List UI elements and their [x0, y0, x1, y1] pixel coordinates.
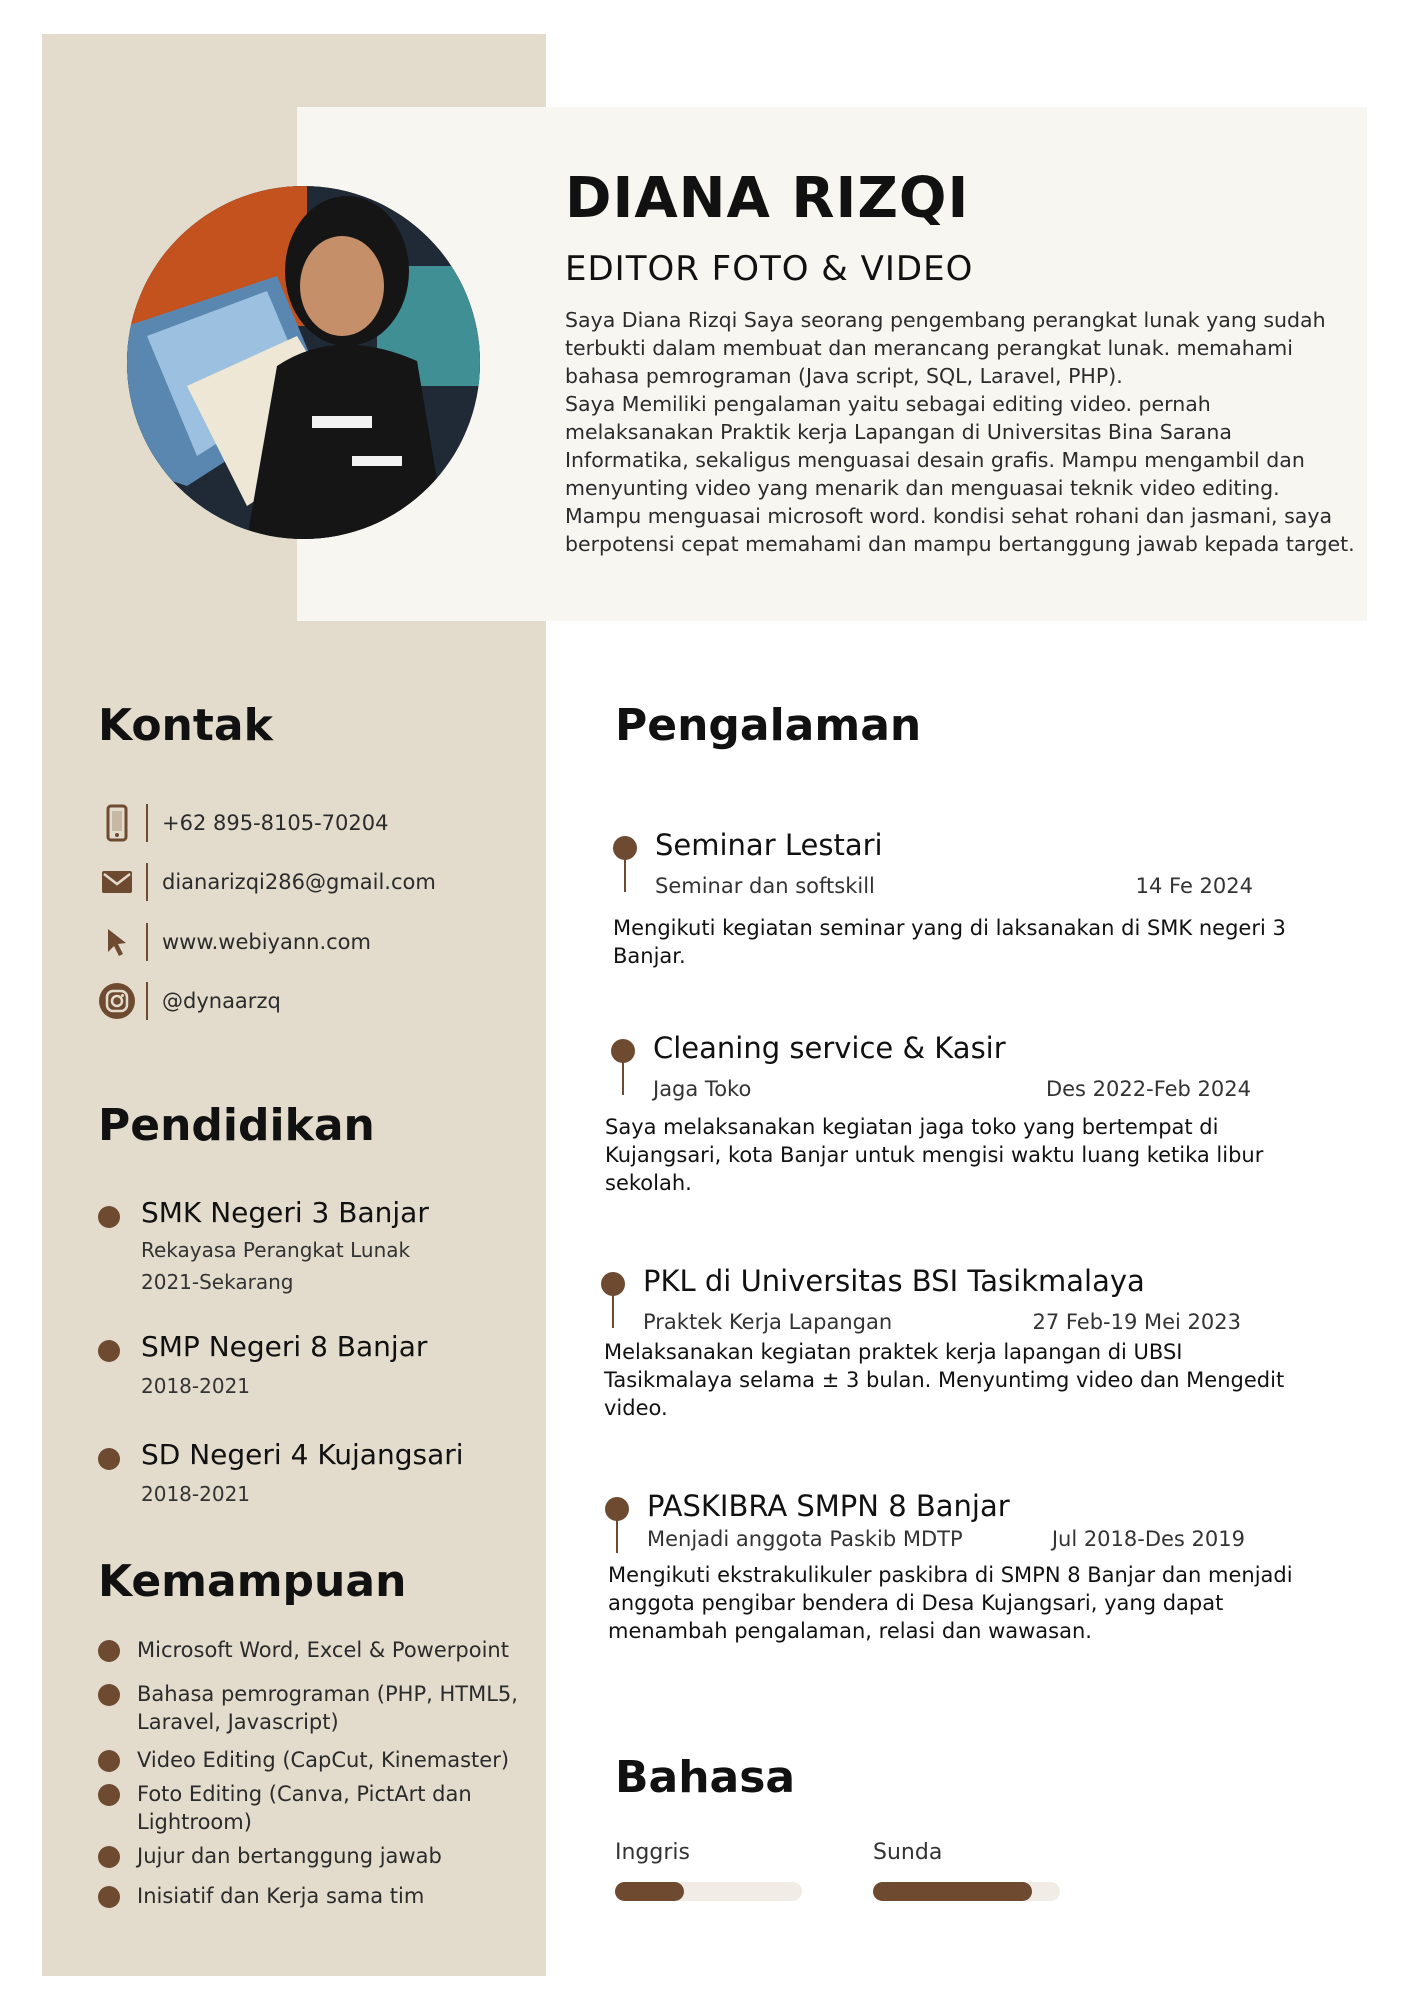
experience-title-text: PASKIBRA SMPN 8 Banjar	[647, 1489, 1010, 1523]
experience-date: Jul 2018-Des 2019	[1051, 1527, 1245, 1551]
skill-item	[98, 1842, 538, 1872]
experience-item	[605, 1489, 1325, 1667]
bullet-dot	[98, 1846, 120, 1868]
bullet-dot	[98, 1886, 120, 1908]
skill-text: Foto Editing (Canva, PictArt dan Lightroom)	[137, 1782, 472, 1834]
candidate-name: DIANA RIZQI	[565, 166, 970, 231]
contact-email	[98, 861, 518, 903]
contact-instagram	[98, 980, 518, 1022]
experience-description: Mengikuti kegiatan seminar yang di laksanakan di SMK negeri 3 Banjar.	[613, 916, 1286, 968]
language-item	[615, 1840, 802, 1902]
timeline-line	[616, 1519, 618, 1553]
education-item	[98, 1196, 528, 1296]
email-link[interactable]: dianarizqi286@gmail.com	[162, 870, 436, 894]
language-level-track	[615, 1882, 802, 1901]
education-title: Pendidikan	[98, 1100, 375, 1151]
skill-text: Bahasa pemrograman (PHP, HTML5, Laravel, Javascript)	[137, 1682, 518, 1734]
experience-description: Saya melaksanakan kegiatan jaga toko yang bertempat di Kujangsari, kota Banjar untuk mengisi waktu luang ketika libur sekolah.	[605, 1115, 1264, 1195]
contact-separator	[146, 923, 148, 961]
bullet-dot	[98, 1340, 120, 1362]
school-years: 2018-2021	[141, 1482, 251, 1506]
timeline-pin	[601, 1272, 625, 1296]
language-level-fill	[873, 1882, 1032, 1901]
experience-item	[613, 828, 1333, 1006]
contact-website	[98, 921, 518, 963]
experience-title-text: Seminar Lestari	[655, 828, 883, 862]
skill-item	[98, 1680, 538, 1738]
timeline-line	[622, 1061, 624, 1095]
website-link[interactable]: www.webiyann.com	[162, 930, 371, 954]
profile-photo	[127, 186, 480, 539]
experience-subtitle: Praktek Kerja Lapangan	[643, 1310, 893, 1334]
experience-item	[601, 1264, 1321, 1442]
summary-paragraph: Saya Diana Rizqi Saya seorang pengembang perangkat lunak yang sudah terbukti dalam membuat dan merancang perangkat lunak. memahami bahasa pemrograman (Java script, SQL, Laravel, PHP).	[565, 308, 1326, 388]
experience-date: 14 Fe 2024	[1135, 874, 1253, 898]
timeline-pin	[611, 1039, 635, 1063]
timeline-pin	[613, 836, 637, 860]
cursor-icon	[98, 923, 136, 961]
contact-separator	[146, 804, 148, 842]
timeline-line	[612, 1294, 614, 1328]
experience-description: Melaksanakan kegiatan praktek kerja lapangan di UBSI Tasikmalaya selama ± 3 bulan. Menyuntimg video dan Mengedit video.	[604, 1340, 1285, 1420]
experience-subtitle: Menjadi anggota Paskib MDTP	[647, 1527, 963, 1551]
skill-item	[98, 1636, 538, 1666]
education-item	[98, 1438, 528, 1508]
school-major: Rekayasa Perangkat Lunak	[141, 1238, 411, 1262]
bullet-dot	[98, 1206, 120, 1228]
school-name: SMP Negeri 8 Banjar	[141, 1330, 428, 1363]
skill-text: Microsoft Word, Excel & Powerpoint	[137, 1638, 509, 1662]
languages-title: Bahasa	[615, 1752, 796, 1803]
summary-paragraph: Saya Memiliki pengalaman yaitu sebagai editing video. pernah melaksanakan Praktik kerja Lapangan di Universitas Bina Sarana Informatika, sekaligus menguasai desain grafis. Mampu mengambil dan menyunting video yang menarik dan menguasai teknik video editing. Mampu menguasai microsoft word. kondisi sehat rohani dan jasmani, saya berpotensi cepat memahami dan mampu bertanggung jawab kepada target.	[565, 392, 1355, 556]
skill-item	[98, 1780, 538, 1838]
instagram-icon	[98, 982, 136, 1020]
experience-date: 27 Feb-19 Mei 2023	[1032, 1310, 1241, 1334]
education-item	[98, 1330, 528, 1400]
bullet-dot	[98, 1448, 120, 1470]
experience-description: Mengikuti ekstrakulikuler paskibra di SMPN 8 Banjar dan menjadi anggota pengibar bendera di Desa Kujangsari, yang dapat menambah pengalaman, relasi dan wawasan.	[608, 1563, 1293, 1643]
contact-separator	[146, 863, 148, 901]
experience-title-text: Cleaning service & Kasir	[653, 1031, 1006, 1065]
experience-subtitle: Jaga Toko	[653, 1077, 752, 1101]
language-level-fill	[615, 1882, 684, 1901]
candidate-role: EDITOR FOTO & VIDEO	[565, 249, 974, 289]
skill-item	[98, 1882, 538, 1912]
bullet-dot	[98, 1640, 120, 1662]
language-item	[873, 1840, 1060, 1902]
timeline-pin	[605, 1497, 629, 1521]
language-level-track	[873, 1882, 1060, 1901]
experience-item	[605, 1031, 1331, 1209]
bullet-dot	[98, 1750, 120, 1772]
timeline-line	[624, 858, 626, 892]
experience-date: Des 2022-Feb 2024	[1045, 1077, 1251, 1101]
skill-text: Jujur dan bertanggung jawab	[137, 1844, 442, 1868]
language-name: Sunda	[873, 1840, 943, 1865]
contact-phone	[98, 802, 518, 844]
phone-icon	[98, 804, 136, 842]
bullet-dot	[98, 1684, 120, 1706]
school-years: 2018-2021	[141, 1374, 251, 1398]
experience-subtitle: Seminar dan softskill	[655, 874, 875, 898]
skill-text: Video Editing (CapCut, Kinemaster)	[137, 1748, 510, 1772]
skill-text: Inisiatif dan Kerja sama tim	[137, 1884, 425, 1908]
contact-separator	[146, 982, 148, 1020]
instagram-handle[interactable]: @dynaarzq	[162, 989, 281, 1013]
mail-icon	[98, 863, 136, 901]
school-name: SMK Negeri 3 Banjar	[141, 1196, 429, 1229]
phone-text: +62 895-8105-70204	[162, 811, 389, 835]
experience-title-text: PKL di Universitas BSI Tasikmalaya	[643, 1264, 1145, 1298]
skill-item	[98, 1746, 538, 1776]
bullet-dot	[98, 1784, 120, 1806]
experience-title: Pengalaman	[615, 700, 922, 751]
skills-title: Kemampuan	[98, 1556, 407, 1607]
contact-title: Kontak	[98, 700, 273, 751]
language-name: Inggris	[615, 1840, 690, 1865]
school-years: 2021-Sekarang	[141, 1270, 294, 1294]
school-name: SD Negeri 4 Kujangsari	[141, 1438, 464, 1471]
profile-summary	[565, 306, 1360, 558]
